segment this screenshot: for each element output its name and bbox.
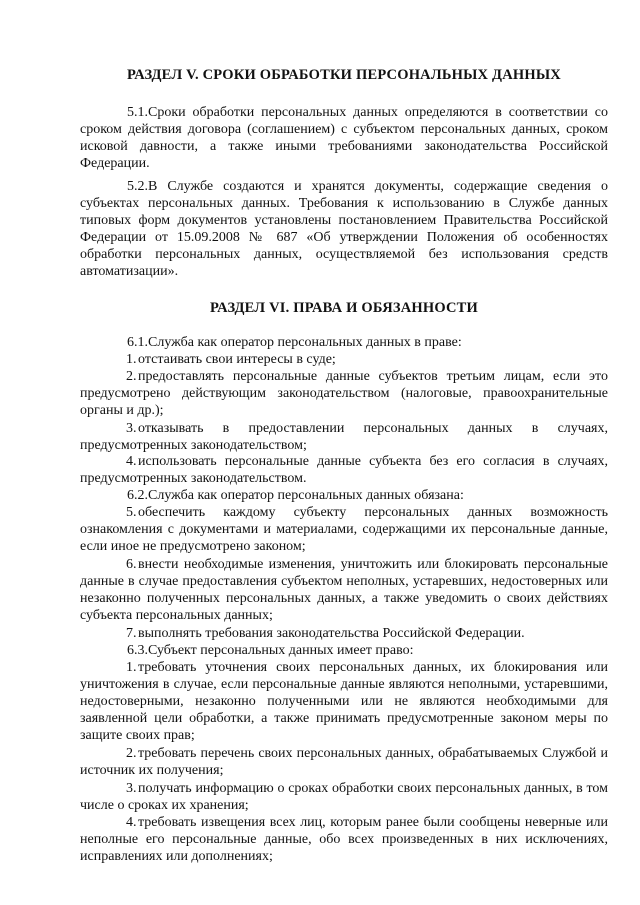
list-item [80,780,608,814]
list-item-text: внести необходимые изменения, уничтожить или блокировать персональные данные в случае предоставления субъектом неполных, устаревших, недостоверных или незаконно полученных персональных данных, а также уведомить о своих действиях субъекта персональных данных; [80,557,608,623]
list-item-number: 2. [126,369,137,384]
list-item-text: отстаивать свои интересы в суде; [138,352,336,367]
list-item [80,814,608,865]
section-6-title: РАЗДЕЛ VI. ПРАВА И ОБЯЗАННОСТИ [209,300,479,316]
list-item [80,625,608,642]
list-item-number: 2. [126,746,137,761]
list-item-text: отказывать в предоставлении персональных данных в случаях, предусмотренных законодательством; [80,421,608,453]
list-item-number: 4. [126,815,137,830]
list-item-number: 5. [126,505,137,520]
list-item-text: требовать уточнения своих персональных данных, их блокирования или уничтожения в случае, если персональные данные являются неполными, устаревшими, недостоверными, незаконно полученными или не являются необходимыми для заявленной цели обработки, а также принимать предусмотренные законом меры по защите своих прав; [80,660,608,743]
list-item [80,420,608,454]
list-item [80,351,608,368]
list-item-number: 6. [126,557,137,572]
list-item-number: 4. [126,454,137,469]
list-item-text: требовать перечень своих персональных данных, обрабатываемых Службой и источник их получения; [80,746,608,778]
list-item [80,453,608,487]
list-item-number: 7. [126,626,137,641]
list-item-number: 3. [126,421,137,436]
list-item-text: требовать извещения всех лиц, которым ранее были сообщены неверные или неполные его персональные данные, обо всех произведенных в них исключениях, исправлениях или дополнениях; [80,815,608,864]
list-item-number: 1. [126,352,137,367]
paragraph-6-2: 6.2.Служба как оператор персональных данных обязана: [127,488,464,503]
paragraph-5-1: 5.1.Сроки обработки персональных данных определяются в соответствии со сроком действия договора (соглашением) с субъектом персональных данных, сроком исковой давности, а также иными требованиями законодательства Российской Федерации. [80,105,608,171]
list-item [80,659,608,744]
list-item-text: предоставлять персональные данные субъектов третьим лицам, если это предусмотрено действующим законодательством (налоговые, правоохранительные органы и др.); [80,369,608,418]
paragraph-6-1: 6.1.Служба как оператор персональных данных в праве: [127,335,462,350]
section-5-title: РАЗДЕЛ V. СРОКИ ОБРАБОТКИ ПЕРСОНАЛЬНЫХ ДАННЫХ [127,67,561,83]
paragraph-5-2: 5.2.В Службе создаются и хранятся документы, содержащие сведения о субъектах персональных данных. Требования к использованию в Службе данных типовых форм документов установлены постановлением Правительства Российской Федерации от 15.09.2008 № 687 «Об утверждении Положения об особенностях обработки персональных данных, осуществляемой без использования средств автоматизации». [80,179,608,279]
list-item [80,556,608,624]
list-item-text: выполнять требования законодательства Российской Федерации. [138,626,525,641]
list-item [80,745,608,779]
list-item [80,368,608,419]
list-item [80,504,608,555]
list-item-number: 1. [126,660,137,675]
paragraph-6-3: 6.3.Субъект персональных данных имеет право: [127,643,414,658]
list-item-number: 3. [126,781,137,796]
list-item-text: использовать персональные данные субъекта без его согласия в случаях, предусмотренных законодательством. [80,454,608,486]
list-item-text: обеспечить каждому субъекту персональных данных возможность ознакомления с документами и материалами, содержащими их персональные данные, если иное не предусмотрено законом; [80,505,608,554]
list-item-text: получать информацию о сроках обработки своих персональных данных, в том числе о сроках их хранения; [80,781,608,813]
